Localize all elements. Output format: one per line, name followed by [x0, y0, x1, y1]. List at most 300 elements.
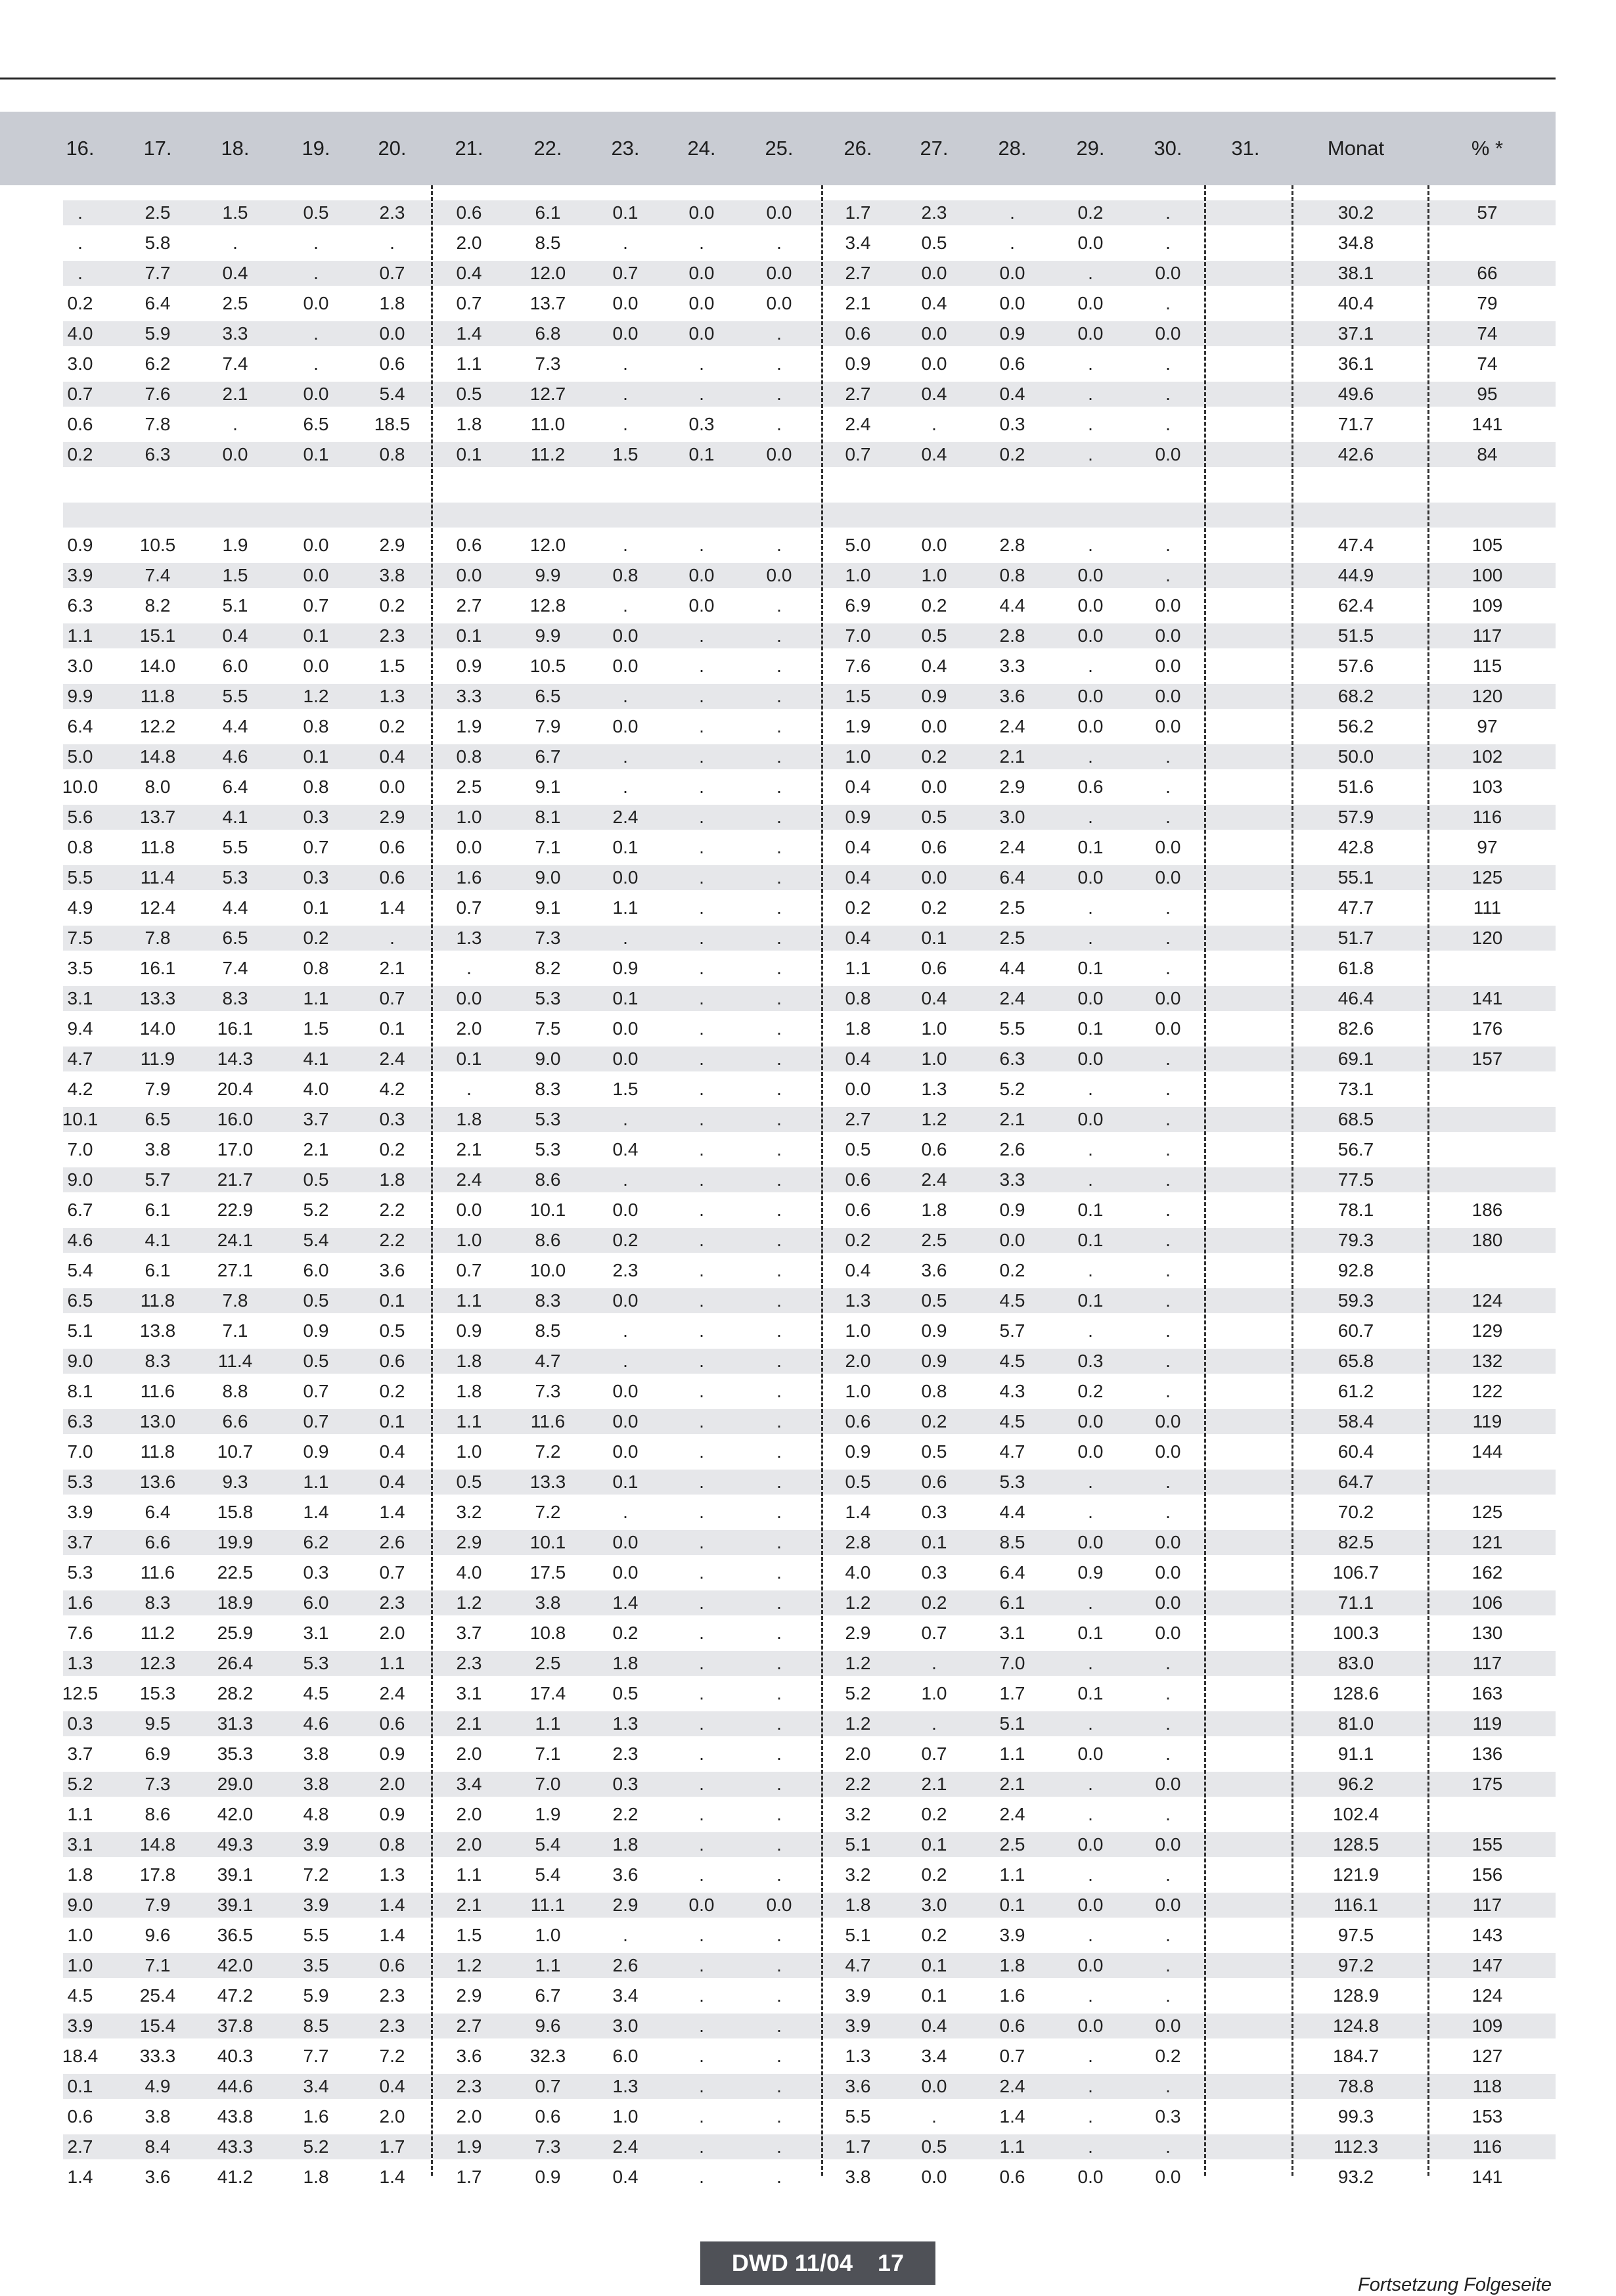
table-cell: 0.4 [222, 625, 248, 646]
table-cell [433, 470, 505, 500]
table-cell: 2.4 [456, 1169, 482, 1190]
table-cell: 4.2 [379, 1079, 405, 1099]
table-cell: 8.3 [145, 1351, 171, 1371]
table-cell: 6.5 [67, 1290, 93, 1311]
table-cell: 82.5 [1337, 1532, 1374, 1552]
table-cell [1209, 530, 1282, 560]
table-cell: 0.4 [845, 1048, 871, 1069]
table-cell: 7.2 [379, 2046, 405, 2066]
table-cell: 0.0 [921, 353, 947, 374]
table-cell: 0.6 [379, 1955, 405, 1975]
table-cell: 8.1 [535, 807, 561, 827]
table-cell: 0.2 [921, 1864, 947, 1885]
table-row [0, 1769, 1556, 1799]
table-cell: 0.1 [1077, 1200, 1104, 1220]
table-cell: 2.1 [999, 746, 1025, 767]
table-cell: 0.2 [1077, 1381, 1104, 1401]
table-cell: 1.5 [612, 1079, 639, 1099]
table-cell: 0.5 [303, 202, 329, 223]
table-cell: 0.9 [379, 1804, 405, 1824]
table-cell: 4.8 [303, 1804, 329, 1824]
table-cell: 0.5 [921, 233, 947, 253]
table-cell: 3.9 [999, 1925, 1025, 1945]
table-cell: . [699, 1018, 704, 1039]
table-cell: 1.9 [456, 2136, 482, 2157]
table-cell: 1.3 [379, 1864, 405, 1885]
table-cell: 5.1 [845, 1925, 871, 1945]
table-cell: 1.1 [999, 2136, 1025, 2157]
table-row [0, 1255, 1556, 1286]
table-cell [1209, 319, 1282, 349]
table-cell: 141 [1471, 2167, 1503, 2187]
table-cell: 0.0 [688, 565, 715, 585]
table-cell: 7.6 [67, 1623, 93, 1643]
table-cell: . [699, 1592, 704, 1613]
table-cell: 0.0 [1155, 2015, 1181, 2036]
table-cell: 0.0 [1077, 323, 1104, 344]
column-separator [821, 185, 823, 2176]
table-cell: 10.1 [529, 1200, 566, 1220]
table-cell: 29.0 [217, 1774, 254, 1794]
table-cell: 17.0 [217, 1139, 254, 1159]
table-cell [122, 500, 194, 530]
table-cell: . [699, 384, 704, 404]
table-cell [1209, 2071, 1282, 2102]
table-cell: 7.0 [67, 1139, 93, 1159]
table-cell: 0.7 [456, 897, 482, 918]
table-cell: . [699, 1713, 704, 1734]
table-cell: 13.0 [139, 1411, 176, 1431]
table-cell: 0.0 [766, 1895, 792, 1915]
table-cell: 0.9 [456, 656, 482, 676]
table-cell: . [931, 1653, 937, 1673]
table-cell: 6.5 [145, 1109, 171, 1129]
table-cell: 7.7 [303, 2046, 329, 2066]
table-cell: 7.9 [535, 716, 561, 736]
table-cell: 99.3 [1337, 2106, 1374, 2127]
table-cell: 116 [1472, 2136, 1502, 2157]
table-cell: 74 [1477, 353, 1498, 374]
table-cell: 0.0 [999, 1230, 1025, 1250]
table-cell: 3.2 [845, 1804, 871, 1824]
table-cell: 7.0 [67, 1441, 93, 1462]
table-cell: . [699, 1744, 704, 1764]
table-cell: 2.0 [456, 1018, 482, 1039]
table-cell: 1.2 [845, 1713, 871, 1734]
table-cell: . [776, 1985, 782, 2006]
table-cell: . [1088, 2136, 1093, 2157]
table-cell: . [1165, 1079, 1171, 1099]
table-cell: 0.0 [688, 293, 715, 313]
table-cell: 2.0 [379, 1774, 405, 1794]
table-cell: 9.9 [535, 625, 561, 646]
table-cell: . [1088, 1804, 1093, 1824]
table-cell: 5.4 [379, 384, 405, 404]
table-cell [1209, 409, 1282, 439]
table-cell: . [699, 1623, 704, 1643]
table-cell [122, 470, 194, 500]
table-cell: 3.8 [379, 565, 405, 585]
table-cell [1209, 651, 1282, 681]
table-cell: 12.8 [529, 595, 566, 616]
table-cell: . [699, 1864, 704, 1885]
table-row [0, 1014, 1556, 1044]
table-cell: . [776, 716, 782, 736]
table-cell: 0.4 [845, 837, 871, 857]
table-cell: 4.2 [67, 1079, 93, 1099]
table-cell: 38.1 [1337, 263, 1374, 283]
table-cell [1209, 2011, 1282, 2041]
table-cell: . [699, 1169, 704, 1190]
table-cell: . [776, 897, 782, 918]
table-cell: 4.5 [999, 1351, 1025, 1371]
table-cell: 21.7 [217, 1169, 254, 1190]
table-cell: 0.3 [688, 414, 715, 434]
table-cell: 1.1 [999, 1864, 1025, 1885]
table-cell: 7.1 [145, 1955, 171, 1975]
table-cell: 2.1 [303, 1139, 329, 1159]
table-cell: 3.0 [67, 353, 93, 374]
table-cell: . [1165, 1200, 1171, 1220]
table-cell: 14.0 [139, 1018, 176, 1039]
table-cell: 147 [1471, 1955, 1503, 1975]
table-cell: 4.6 [67, 1230, 93, 1250]
table-cell: 176 [1471, 1018, 1503, 1039]
table-cell: 0.1 [456, 444, 482, 464]
table-cell: 2.3 [379, 2015, 405, 2036]
table-cell: 8.6 [535, 1230, 561, 1250]
table-cell: 0.1 [379, 1411, 405, 1431]
table-cell: 3.7 [67, 1744, 93, 1764]
table-cell: 153 [1471, 2106, 1503, 2127]
table-cell: 11.0 [530, 414, 566, 434]
table-cell [1209, 258, 1282, 288]
table-cell: 42.0 [217, 1955, 254, 1975]
table-cell: 1.4 [379, 897, 405, 918]
table-cell: 6.4 [999, 1562, 1025, 1583]
table-cell: 1.8 [379, 1169, 405, 1190]
table-cell: 10.0 [529, 1260, 566, 1280]
table-cell: 36.1 [1337, 353, 1374, 374]
table-row [0, 288, 1556, 319]
table-cell: 0.3 [921, 1502, 947, 1522]
table-cell: 0.4 [456, 263, 482, 283]
table-cell: 6.6 [145, 1532, 171, 1552]
table-cell: 1.3 [456, 928, 482, 948]
table-cell [1209, 1316, 1282, 1346]
table-cell: 0.0 [766, 565, 792, 585]
table-cell: . [776, 1683, 782, 1703]
table-cell: 0.4 [921, 656, 947, 676]
table-cell: 81.0 [1337, 1713, 1374, 1734]
table-cell [1209, 1890, 1282, 1920]
table-cell: 5.3 [999, 1472, 1025, 1492]
table-cell: 0.7 [612, 263, 639, 283]
table-cell: 7.4 [222, 958, 248, 978]
table-cell [1209, 1074, 1282, 1104]
table-cell: . [776, 777, 782, 797]
table-cell: 64.7 [1337, 1472, 1374, 1492]
table-cell: 6.2 [303, 1532, 329, 1552]
table-cell: . [931, 1713, 937, 1734]
table-cell: 132 [1471, 1351, 1503, 1371]
table-cell: 35.3 [217, 1744, 254, 1764]
table-cell: 106.7 [1332, 1562, 1380, 1583]
table-cell: 0.0 [1155, 1774, 1181, 1794]
table-cell: 8.2 [535, 958, 561, 978]
table-row [0, 409, 1556, 439]
column-header: 27. [920, 137, 949, 160]
table-cell: 116 [1472, 807, 1502, 827]
table-cell: 9.0 [67, 1895, 93, 1915]
table-cell: 0.7 [67, 384, 93, 404]
table-cell: 0.0 [1077, 1955, 1104, 1975]
table-cell: 6.1 [145, 1200, 171, 1220]
table-cell: 0.2 [999, 444, 1025, 464]
table-cell: 1.0 [535, 1925, 561, 1945]
table-cell: 5.3 [222, 867, 248, 888]
table-cell: 0.0 [921, 777, 947, 797]
table-row [0, 470, 1556, 500]
table-cell: 7.1 [535, 837, 561, 857]
footer-badge [700, 2241, 935, 2285]
table-cell: 0.0 [1077, 716, 1104, 736]
table-cell: . [776, 1411, 782, 1431]
table-row [0, 228, 1556, 258]
table-cell [1209, 591, 1282, 621]
table-cell: 7.6 [845, 656, 871, 676]
table-cell: 11.8 [140, 686, 175, 706]
table-cell: 0.3 [1155, 2106, 1181, 2127]
table-cell: 55.1 [1337, 867, 1374, 888]
table-cell [976, 500, 1048, 530]
table-cell: 1.9 [456, 716, 482, 736]
table-cell: 10.5 [529, 656, 566, 676]
table-cell: . [699, 1804, 704, 1824]
table-cell: 1.1 [456, 1290, 482, 1311]
table-cell: 0.0 [766, 293, 792, 313]
table-cell: 0.0 [379, 777, 405, 797]
table-cell: 2.1 [999, 1774, 1025, 1794]
table-cell: 3.4 [845, 233, 871, 253]
table-cell: . [699, 1502, 704, 1522]
table-cell: 186 [1471, 1200, 1503, 1220]
table-cell: 32.3 [529, 2046, 566, 2066]
table-cell: 2.4 [921, 1169, 947, 1190]
table-cell: . [1165, 1502, 1171, 1522]
table-cell: 6.3 [145, 444, 171, 464]
table-cell: 1.1 [379, 1653, 405, 1673]
table-cell: 0.3 [612, 1774, 639, 1794]
table-cell: 0.4 [612, 2167, 639, 2187]
table-cell: 2.5 [999, 928, 1025, 948]
table-cell: 0.0 [1077, 595, 1104, 616]
table-cell [1428, 1074, 1546, 1104]
table-cell: 0.0 [1155, 263, 1181, 283]
table-cell: 41.2 [217, 2167, 254, 2187]
table-cell: 0.0 [766, 202, 792, 223]
table-cell: 5.5 [222, 837, 248, 857]
table-cell [1209, 1044, 1282, 1074]
table-cell: 7.7 [145, 263, 171, 283]
table-cell: 10.0 [62, 777, 99, 797]
table-cell: . [699, 1653, 704, 1673]
table-cell: 0.6 [379, 837, 405, 857]
table-cell: 0.0 [1155, 1592, 1181, 1613]
table-row [0, 2011, 1556, 2041]
table-cell: . [699, 958, 704, 978]
table-cell: 1.4 [456, 323, 482, 344]
table-cell: 15.1 [139, 625, 176, 646]
table-cell: 105 [1471, 535, 1503, 555]
table-cell: 5.4 [535, 1834, 561, 1855]
table-cell: . [1088, 1653, 1093, 1673]
table-row [0, 1830, 1556, 1860]
table-cell: . [776, 1290, 782, 1311]
table-cell: 3.6 [379, 1260, 405, 1280]
table-row [0, 500, 1556, 530]
table-cell: 0.6 [67, 2106, 93, 2127]
table-cell: . [776, 1048, 782, 1069]
table-cell: 9.0 [535, 1048, 561, 1069]
table-cell: 1.7 [456, 2167, 482, 2187]
table-cell: 0.6 [921, 958, 947, 978]
table-cell: 51.6 [1337, 777, 1374, 797]
table-cell: . [699, 2167, 704, 2187]
table-cell: 0.1 [612, 1472, 639, 1492]
table-cell: 5.9 [145, 323, 171, 344]
table-cell: 91.1 [1337, 1744, 1374, 1764]
table-cell: . [1088, 414, 1093, 434]
table-cell: 5.3 [67, 1472, 93, 1492]
table-cell: 9.1 [535, 897, 561, 918]
table-cell: 2.0 [456, 233, 482, 253]
table-cell: . [233, 414, 238, 434]
table-cell [1428, 1165, 1546, 1195]
table-cell: 18.5 [374, 414, 411, 434]
table-cell: 8.5 [535, 233, 561, 253]
table-cell: 3.8 [845, 2167, 871, 2187]
table-cell: 11.2 [140, 1623, 175, 1643]
table-cell: 16.1 [217, 1018, 254, 1039]
table-cell: 7.8 [145, 928, 171, 948]
table-cell: 0.2 [921, 1925, 947, 1945]
table-cell: 0.2 [921, 1804, 947, 1824]
table-cell: 42.8 [1337, 837, 1374, 857]
table-cell: 5.1 [222, 595, 248, 616]
table-cell: 0.0 [1077, 867, 1104, 888]
table-cell: 1.3 [845, 1290, 871, 1311]
table-cell: 3.9 [845, 2015, 871, 2036]
table-cell: 42.0 [217, 1804, 254, 1824]
table-cell: 1.3 [921, 1079, 947, 1099]
table-cell: 25.9 [217, 1623, 254, 1643]
table-cell: . [1088, 1774, 1093, 1794]
table-cell: 2.3 [612, 1744, 639, 1764]
table-cell: 1.8 [379, 293, 405, 313]
table-cell: 2.1 [999, 1109, 1025, 1129]
table-cell: . [623, 1925, 628, 1945]
table-cell: 2.3 [379, 1592, 405, 1613]
table-cell: . [623, 686, 628, 706]
table-cell [512, 470, 584, 500]
table-cell: . [776, 1200, 782, 1220]
table-cell: 0.8 [845, 988, 871, 1008]
issue-label: DWD 11/04 [731, 2249, 853, 2276]
table-cell: 1.0 [921, 1018, 947, 1039]
table-cell: 11.6 [140, 1562, 175, 1583]
table-cell: . [1088, 353, 1093, 374]
table-cell: 0.1 [1077, 958, 1104, 978]
table-cell: 0.6 [456, 202, 482, 223]
table-cell: 1.7 [845, 2136, 871, 2157]
table-cell: 1.0 [921, 565, 947, 585]
table-cell: 92.8 [1337, 1260, 1374, 1280]
table-cell: . [1088, 656, 1093, 676]
table-cell: 14.3 [217, 1048, 254, 1069]
table-cell: 8.0 [145, 777, 171, 797]
table-cell: 2.3 [456, 2076, 482, 2096]
table-cell: . [466, 1079, 472, 1099]
table-cell: 2.4 [999, 988, 1025, 1008]
table-cell: 6.9 [845, 595, 871, 616]
table-cell: 4.0 [67, 323, 93, 344]
table-cell: . [1088, 807, 1093, 827]
table-cell: 1.3 [67, 1653, 93, 1673]
table-cell: 0.9 [303, 1320, 329, 1341]
table-cell: . [699, 1320, 704, 1341]
table-cell: . [1088, 746, 1093, 767]
table-cell: 66 [1477, 263, 1498, 283]
table-cell: 128.5 [1332, 1834, 1380, 1855]
table-cell: 119 [1472, 1713, 1502, 1734]
table-cell [1209, 228, 1282, 258]
table-cell: . [699, 2015, 704, 2036]
table-cell: 9.4 [67, 1018, 93, 1039]
table-cell [1209, 2102, 1282, 2132]
table-cell: 1.1 [303, 988, 329, 1008]
table-cell: . [776, 414, 782, 434]
table-cell: 0.7 [999, 2046, 1025, 2066]
table-cell: 3.7 [67, 1532, 93, 1552]
table-cell: 4.4 [999, 595, 1025, 616]
table-cell: 0.4 [921, 384, 947, 404]
table-cell: 0.5 [303, 1351, 329, 1371]
table-cell: 8.8 [222, 1381, 248, 1401]
table-cell: 8.3 [535, 1079, 561, 1099]
table-cell: 0.1 [612, 837, 639, 857]
table-cell: . [776, 1230, 782, 1250]
table-cell: 2.0 [845, 1744, 871, 1764]
table-cell: 0.6 [379, 867, 405, 888]
table-cell: 0.0 [921, 716, 947, 736]
table-cell [44, 470, 116, 500]
table-cell: . [1165, 535, 1171, 555]
table-cell: 3.2 [845, 1864, 871, 1885]
table-cell: 2.3 [921, 202, 947, 223]
table-row [0, 621, 1556, 651]
table-cell: . [78, 202, 83, 223]
table-cell: 112.3 [1334, 2136, 1378, 2157]
table-cell: 0.0 [688, 263, 715, 283]
table-cell: 43.8 [217, 2106, 254, 2127]
table-cell: . [699, 2106, 704, 2127]
table-cell: 0.3 [303, 867, 329, 888]
table-cell [199, 500, 271, 530]
table-cell: 0.0 [1155, 323, 1181, 344]
table-row [0, 1527, 1556, 1558]
table-cell: 37.1 [1337, 323, 1374, 344]
